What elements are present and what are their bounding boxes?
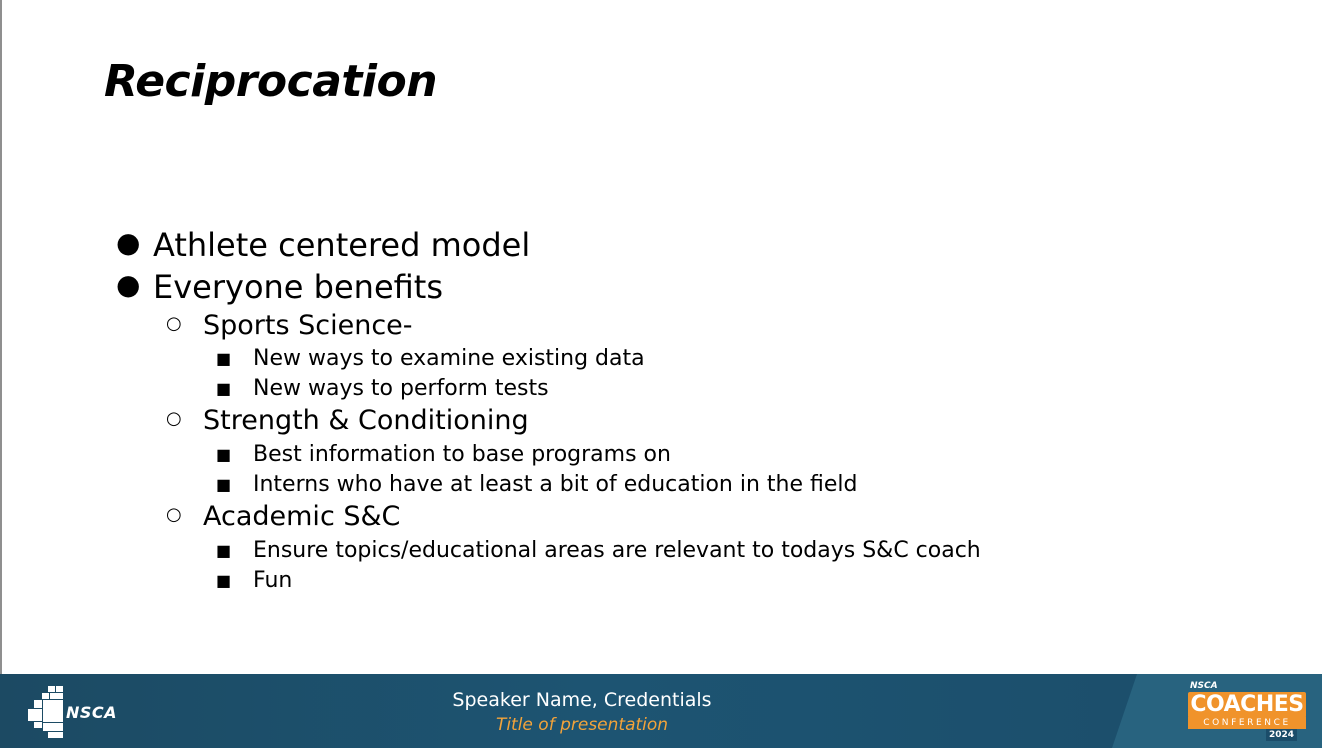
bullet-marker-level3: ■ [216,445,232,464]
bullet-text: Everyone benefits [153,268,443,306]
slide-left-border [0,0,2,748]
bullet-marker-level3: ■ [216,349,232,368]
bullet-item [216,346,645,371]
bullet-item [216,472,858,497]
bullet-item [216,442,671,467]
bullet-marker-level1: ● [116,268,141,301]
bullet-item [116,226,531,264]
bullet-item [166,310,413,341]
badge-year: 2024 [1266,729,1297,741]
bullet-marker-level2: ○ [166,408,182,429]
bullet-text: Best information to base programs on [253,442,671,467]
bullet-text: Fun [253,568,293,593]
bullet-text: Strength & Conditioning [203,405,529,436]
bullet-item [216,568,293,593]
bullet-item [166,405,529,436]
bullet-text: Ensure topics/educational areas are relevant to todays S&C coach [253,538,981,563]
bullet-text: Athlete centered model [153,226,531,264]
nsca-logo-text: NSCA [66,703,118,722]
bullet-marker-level3: ■ [216,379,232,398]
bullet-marker-level3: ■ [216,571,232,590]
bullet-item [216,538,981,563]
bullet-item [216,376,549,401]
bullet-text: Interns who have at least a bit of education in the field [253,472,858,497]
bullet-text: New ways to examine existing data [253,346,645,371]
bullet-text: Sports Science- [203,310,413,341]
bullet-text: New ways to perform tests [253,376,549,401]
badge-conference-label: CONFERENCE [1188,717,1306,729]
presentation-title: Title of presentation [495,715,669,735]
slide-title: Reciprocation [104,56,438,107]
bullet-marker-level3: ■ [216,475,232,494]
bullet-marker-level2: ○ [166,313,182,334]
bullet-marker-level2: ○ [166,504,182,525]
bullet-item [166,501,401,532]
speaker-name: Speaker Name, Credentials [452,689,712,711]
bullet-marker-level3: ■ [216,541,232,560]
footer-bar [0,674,1322,748]
badge-coaches-label: COACHES [1188,692,1306,718]
badge-nsca-label: NSCA [1190,681,1218,691]
bullet-marker-level1: ● [116,226,141,259]
bullet-item [116,268,443,306]
bullet-text: Academic S&C [203,501,401,532]
